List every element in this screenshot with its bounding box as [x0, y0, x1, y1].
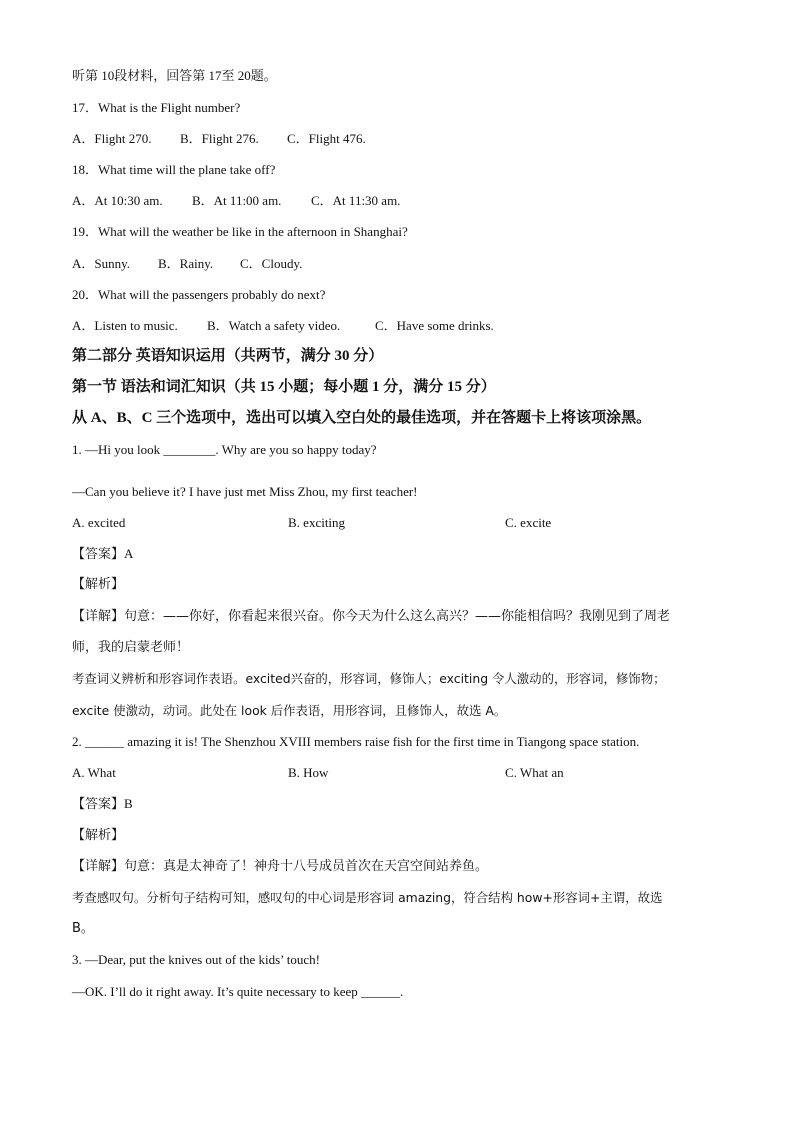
q1-detail-line-1: 【详解】句意：——你好，你看起来很兴奋。你今天为什么这么高兴？——你能相信吗？我刚见到了周老	[72, 609, 671, 624]
question-19-stem: 19．What will the weather be like in the afternoon in Shanghai?	[72, 224, 408, 239]
q1-option-a: A. excited	[72, 515, 126, 530]
answer-label: 【答案】	[72, 547, 125, 562]
section1-title: 第一节 语法和词汇知识（共 15 小题；每小题 1 分，满分 15 分）	[72, 379, 496, 395]
q20-option-a: A．Listen to music.	[72, 318, 178, 333]
question-18-stem: 18．What time will the plane take off?	[72, 162, 276, 177]
q2-analysis-label: 【解析】	[72, 828, 125, 843]
section1-instruction: 从 A、B、C 三个选项中，选出可以填入空白处的最佳选项，并在答题卡上将该项涂黑。	[72, 410, 652, 426]
question-1-reply: —Can you believe it? I have just met Miss Zhou, my first teacher!	[72, 484, 418, 499]
answer-value: A	[124, 546, 134, 561]
q1-detail-line-2: 师，我的启蒙老师！	[72, 640, 190, 655]
q2-detail: 【详解】句意：真是太神奇了！神舟十八号成员首次在天宫空间站养鱼。	[72, 859, 489, 874]
q2-option-b: B. How	[288, 765, 329, 780]
q2-explain-line-2: B。	[72, 921, 94, 936]
q17-option-c: C．Flight 476.	[287, 131, 366, 146]
question-17-stem: 17．What is the Flight number?	[72, 100, 241, 115]
listening-intro: 听第 10段材料，回答第 17至 20题。	[72, 68, 277, 83]
q19-option-c: C．Cloudy.	[240, 256, 303, 271]
q18-option-a: A．At 10:30 am.	[72, 193, 163, 208]
q1-explain-line-1: 考查词义辨析和形容词作表语。excited兴奋的，形容词，修饰人；exciting 令人激动的，形容词，修饰物；	[72, 671, 666, 686]
q17-option-b: B．Flight 276.	[180, 131, 259, 146]
q2-explain-line-1: 考查感叹句。分析句子结构可知，感叹句的中心词是形容词 amazing，符合结构 how+形容词+主谓，故选	[72, 890, 663, 905]
q19-option-b: B．Rainy.	[158, 256, 214, 271]
q20-option-b: B．Watch a safety video.	[207, 318, 341, 333]
part2-title: 第二部分 英语知识运用（共两节，满分 30 分）	[72, 348, 384, 364]
question-1-stem: 1. —Hi you look ________. Why are you so happy today?	[72, 442, 377, 457]
q1-answer	[72, 545, 133, 564]
q19-option-a: A．Sunny.	[72, 256, 131, 271]
q1-option-b: B. exciting	[288, 515, 346, 530]
q17-option-a: A．Flight 270.	[72, 131, 152, 146]
question-20-stem: 20．What will the passengers probably do next?	[72, 287, 326, 302]
answer-label: 【答案】	[72, 797, 125, 812]
answer-value: B	[124, 796, 133, 811]
question-3-reply: —OK. I’ll do it right away. It’s quite necessary to keep ______.	[72, 984, 404, 999]
question-3-stem: 3. —Dear, put the knives out of the kids’ touch!	[72, 952, 320, 967]
q2-option-c: C. What an	[505, 765, 564, 780]
question-2-stem: 2. ______ amazing it is! The Shenzhou XVIII members raise fish for the first time in Tiangong space station.	[72, 734, 640, 749]
q18-option-c: C．At 11:30 am.	[311, 193, 401, 208]
q1-analysis-label: 【解析】	[72, 577, 125, 592]
q20-option-c: C．Have some drinks.	[375, 318, 494, 333]
q18-option-b: B．At 11:00 am.	[192, 193, 282, 208]
q2-option-a: A. What	[72, 765, 116, 780]
q1-option-c: C. excite	[505, 515, 552, 530]
q2-answer	[72, 795, 133, 814]
q1-explain-line-2: excite 使激动，动词。此处在 look 后作表语，用形容词，且修饰人，故选 A。	[72, 703, 507, 718]
